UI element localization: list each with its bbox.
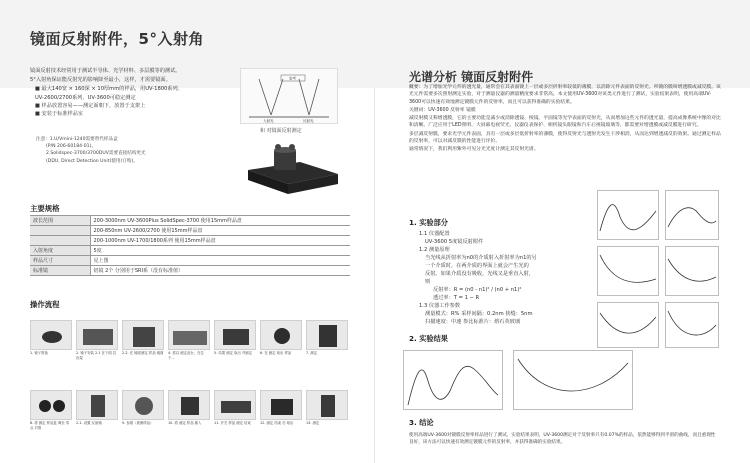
exp-line: UV-3600 5度镜反射附件 (425, 239, 484, 245)
steps-row-1 (30, 320, 365, 361)
step-caption: 5. 结果 测定 取出 并测定 (214, 351, 253, 355)
spec-label (30, 236, 90, 246)
table-row (30, 226, 350, 236)
accessory-photo-svg (238, 140, 342, 200)
step-photo (260, 390, 302, 420)
note-line: (DDU, Direct Detection Unit)使用(订购)。 (46, 158, 138, 164)
spectrum-plot (403, 350, 503, 410)
spectrum-plot-svg (598, 303, 658, 347)
process-step (214, 390, 256, 431)
step-caption: 9. 参照（被测样品） (122, 421, 154, 425)
spec-value: 200-3000nm UV-3600Plus SolidSpec-3700 使用15mm样品盘 (90, 216, 350, 226)
step-photo (122, 320, 164, 350)
step-caption: 6. 在 测定 取出 样品 (260, 351, 292, 355)
process-step (122, 320, 164, 361)
exp-line: 则 (425, 279, 431, 285)
intro-text (30, 67, 220, 118)
body-paragraph: 多层减反射膜，要求光学元件表面，具有一层或多层低折射率的薄膜，使得反射光与透射光发生干涉相消，从而达到增透减反的效果。通过测定样品的反射率，可以对减反膜的性能进行评价。 (409, 131, 721, 145)
spec-value: 5度 (90, 246, 350, 256)
exp-line: 当光线从折射率为n0的介质射入折射率为n1的另 (425, 255, 537, 261)
step-photo (76, 320, 118, 350)
specs-title: 主要规格 (30, 204, 60, 213)
process-step (306, 320, 348, 361)
spectrum-plot-svg (404, 351, 502, 409)
table-row (30, 256, 350, 266)
spec-label: 波长范围 (30, 216, 90, 226)
process-step (168, 320, 210, 361)
step-photo (306, 390, 348, 420)
process-step (168, 390, 210, 431)
spec-value: 200-1000nm UV-1700/1800系列 使用15mm样品盘 (90, 236, 350, 246)
exp-line: 1.3 仪器工作参数 (419, 303, 461, 309)
step-photo (214, 320, 256, 350)
process-step (260, 320, 302, 361)
note-line: 注意：1.U/Vmini-1240需要替代样品盒 (36, 137, 118, 142)
spectrum-plot-svg (666, 247, 718, 295)
step-caption: 2-1. 设置 反射镜 (76, 421, 102, 425)
exp-line: 透过率：T = 1 − R (433, 295, 480, 301)
table-row (30, 246, 350, 256)
diagram-label-incident: 入射光 (263, 119, 274, 123)
experiment-details (419, 230, 589, 326)
process-step (76, 320, 118, 361)
body-paragraph: 减反射膜又称增透膜，它的主要功能是减少或消除透镜、棱镜、平面镜等光学表面的反射光，从而增加这些元件的透光量，提高成像系统中像的对比和清晰。广泛应用于LED照明、大屏幕电视荧光、仪器仪表保护、相机镜头眼镜和汽车后视镜玻璃等，都需要对增透膜或减反膜进行研究。 (409, 116, 721, 129)
spectrum-plot (597, 302, 659, 348)
note-line: 2.Solidspec-3700/3700DUV需要直接结构更光 (46, 151, 146, 157)
process-step (30, 390, 72, 431)
process-step (260, 390, 302, 431)
spectrum-plot-svg (514, 351, 632, 409)
step-caption: 1. 镜子准备 (30, 351, 48, 355)
page-title-left: 镜面反射附件，5°入射角 (30, 30, 204, 48)
step-caption: 12. 测定 结束 后 取出 (260, 421, 294, 425)
specs-table (30, 215, 350, 276)
spectrum-plot (665, 246, 719, 296)
step-caption: 10. 将 测定 样品 插入 (168, 421, 202, 425)
exp-line: 反射。如果介质没有吸收，光线又是垂直入射， (425, 271, 534, 277)
spectrum-plot-svg (666, 191, 718, 239)
body-paragraph: 通常情况下，我们利用紫外可见分光光度计测定其反射光谱。 (409, 147, 539, 153)
results-title: 2. 实验结果 (409, 334, 448, 343)
spec-label (30, 226, 90, 236)
step-photo (168, 320, 210, 350)
spectrum-plot (597, 246, 659, 296)
reflection-diagram-svg (241, 69, 337, 123)
intro-line: 镜面反射技术经常用于测试半导体、光学材料、多层膜等的测试。 (30, 68, 181, 74)
accessory-photo (238, 140, 342, 200)
abstract-block (409, 84, 721, 155)
exp-line: 一个介质时，在两介质的界面上就会产生光的 (425, 263, 529, 269)
process-step (30, 320, 72, 361)
spectrum-plot-svg (666, 303, 718, 347)
feature-item: ■ 安装于标准样品室 (35, 111, 84, 118)
keywords: 关键词：UV-3600 反射率 镜膜 (409, 107, 476, 113)
step-caption: 13. 测定 (306, 421, 320, 425)
spectrum-plot (513, 350, 633, 410)
table-row (30, 266, 350, 276)
process-title: 操作流程 (30, 300, 60, 309)
process-step (306, 390, 348, 431)
step-photo (306, 320, 348, 350)
right-page (375, 0, 750, 463)
step-caption: 11. 开关 样品 测定 结束 (214, 421, 251, 425)
exp-line: 1.1 仪器配置 (419, 231, 450, 237)
note-block (36, 136, 216, 165)
steps-row-2 (30, 390, 365, 431)
spec-value: 200-850nm UV-2600/2700 使用15mm样品盘 (90, 226, 350, 236)
exp-line: 反射率：R = (n0 - n1)² / (n0 + n1)² (433, 287, 522, 293)
reflection-diagram (240, 68, 338, 124)
exp-line: 扫描速度：中速 参比标准片：熔石英玻璃 (425, 319, 521, 325)
process-step (122, 390, 164, 431)
step-photo (30, 320, 72, 350)
conclusion-title: 3. 结论 (409, 418, 434, 427)
spec-label: 入射角度 (30, 246, 90, 256)
spectrum-plot (597, 190, 659, 240)
process-step (76, 390, 118, 431)
experiment-title: 1. 实验部分 (409, 218, 448, 227)
feature-list (35, 85, 220, 118)
spectrum-plot (665, 190, 719, 240)
step-photo (214, 390, 256, 420)
conclusion-text: 使用高端UV-3600对镀膜反射率样品进行了测试。实验结果表明，UV-3600测定对于反射率只有0.07%的样品，依然能够得到平滑的曲线，而且重现性良好，该方法可以快速有效测定镀膜元件的反射率，并获得准确的实验结果。 (409, 433, 716, 445)
step-caption: 2. 镜子安装 2-1 在下面 拉出架 (76, 351, 117, 360)
spectrum-plot-svg (598, 191, 658, 239)
step-photo (30, 390, 72, 420)
spec-value: 见上图 (90, 256, 350, 266)
spec-label: 样品尺寸 (30, 256, 90, 266)
step-photo (122, 390, 164, 420)
diagram-label-top: 参考 (289, 76, 296, 81)
step-photo (168, 390, 210, 420)
diagram-caption: 和 对镜面反射测定 (260, 128, 302, 134)
abstract-text: 概要：为了增加光学元件的透光量，通常会在其表面镀上一层或多层折射率较低的薄膜，以消除元件表面的反射光。所镀的膜叫增透膜或减反膜。该光元件需要多次照射测定实验，对于测量仪器的测量精度要求非常高。本文使用UV-3600对该类元件进行了测试，实验结果表明，使用高端UV-3600可以快速有效地测定镀膜元件的反射率，而且可以获得准确的实验结果。 (409, 85, 721, 105)
spec-value: 铝镜 2个 分别用于SRI系（没有标准值） (90, 266, 350, 276)
note-line: (P/N 206-60184-01)。 (46, 144, 96, 150)
step-caption: 8. 将 测定 样品盒 调至 零点 对准 (30, 421, 70, 430)
feature-item: ■ 最大140宽 × 160深 × 10厚mm的样品，用UV-1800系列、 (35, 86, 183, 93)
diagram-label-reflect: 反射光 (303, 119, 314, 123)
feature-item: ■ 样品放置容易——测定面朝下，放置于支架上 (35, 102, 146, 109)
step-caption: 2-2. 在 镜面测定 样品 镜面 (122, 351, 164, 355)
table-row (30, 236, 350, 246)
spec-label: 标准镜 (30, 266, 90, 276)
step-caption: 4. 将以 测定品台，在位于... (168, 351, 204, 360)
table-row (30, 216, 350, 226)
step-caption: 7. 测定 (306, 351, 318, 355)
exp-line: 测量模式：R% 采样间隔：0.2nm 狭缝：5nm (425, 311, 533, 317)
page-title-right: 光谱分析 镜面反射附件 (409, 70, 534, 84)
intro-line: 5°入射角保证能反射光的影响降至最小，这样，才需要镜面。 (30, 77, 171, 84)
feature-item: UV-2600/2700系列、UV-3600可稳定测定 (35, 94, 136, 101)
spectrum-plot-svg (598, 247, 658, 295)
exp-line: 1.2 测量原理 (419, 247, 450, 253)
step-photo (260, 320, 302, 350)
spectrum-plot (665, 302, 719, 348)
step-photo (76, 390, 118, 420)
process-step (214, 320, 256, 361)
